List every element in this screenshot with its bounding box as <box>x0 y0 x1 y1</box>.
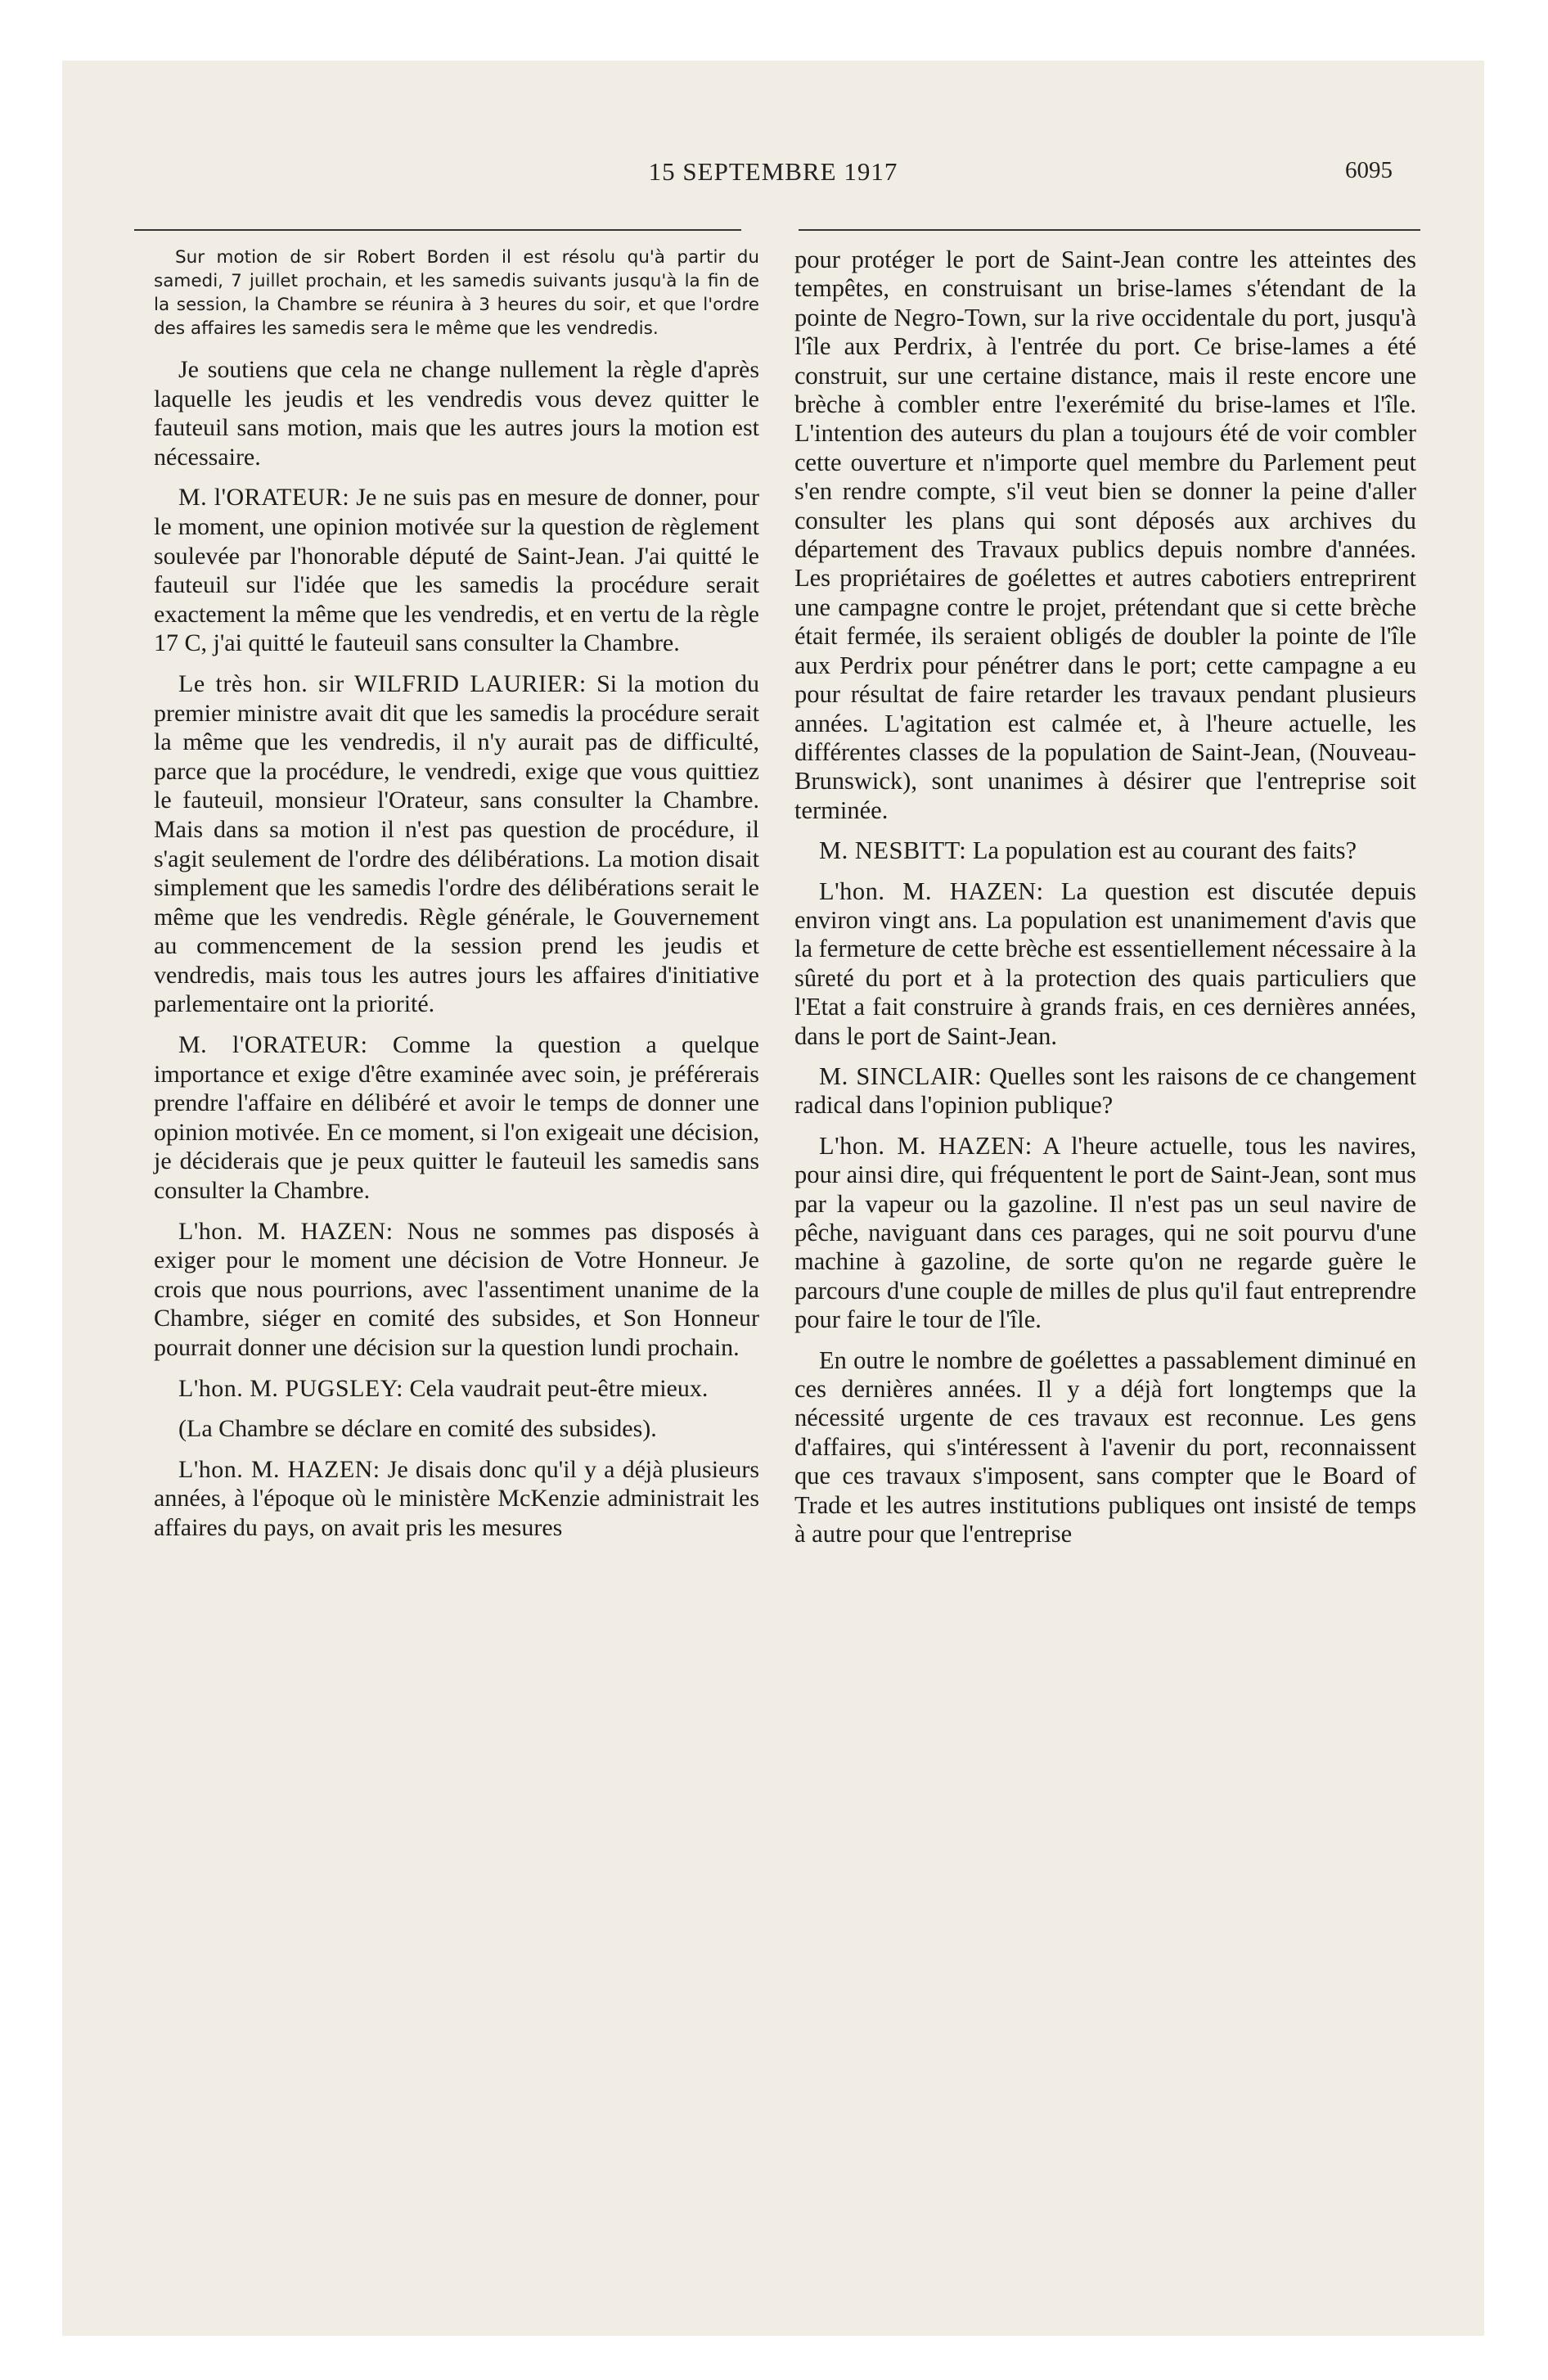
paragraph <box>154 1414 759 1444</box>
paragraph <box>794 1062 1416 1120</box>
speaker-name: L'hon. M. HAZEN: <box>819 877 1044 905</box>
paragraph <box>154 355 759 471</box>
paragraph <box>154 1030 759 1206</box>
motion-paragraph <box>154 246 759 340</box>
left-column <box>154 246 759 1554</box>
paragraph-text: Quelles sont les raisons de ce changement radical dans l'opinion publique? <box>794 1062 1416 1120</box>
speaker-name: L'hon. M. HAZEN: <box>178 1455 380 1483</box>
paragraph-text: Comme la question a quelque importance et exige d'être examinée avec soin, je préférerais prendre l'affaire en délibéré et avoir le temps de donner une opinion motivée. En ce moment, si l'on exigeait une décision, je déciderais que je peux quitter le fauteuil les samedis sans consulter la Chambre. <box>154 1031 759 1205</box>
speaker-name: M. SINCLAIR: <box>819 1062 982 1090</box>
paragraph-text: (La Chambre se déclare en comité des subsides). <box>178 1415 657 1443</box>
paragraph <box>794 1132 1416 1335</box>
paragraph-text: La population est au courant des faits? <box>966 836 1357 865</box>
paragraph-text: Si la motion du premier ministre avait dit que les samedis la procédure serait la même que les vendredis, il n'y aurait pas de difficulté, parce que la procédure, le vendredi, exige que vous quittiez le fauteuil, monsieur l'Orateur, sans consulter la Chambre. Mais dans sa motion il n'est pas question de procédure, il s'agit seulement de l'ordre des délibérations. La motion disait simplement que les samedis l'ordre des délibérations serait le même que les vendredis. Règle générale, le Gouvernement au commencement de la session prend les jeudis et vendredis, mais tous les autres jours les affaires d'initiative parlementaire ont la priorité. <box>154 669 759 1018</box>
speaker-name: L'hon. M. HAZEN: <box>178 1217 394 1245</box>
paragraph-text: La question est discutée depuis environ vingt ans. La population est unanimement d'avis que la fermeture de cette brèche est essentiellement nécessaire à la sûreté du port et à la protection des quais particuliers que l'Etat a fait construire à grands frais, en ces dernières années, dans le port de Saint-Jean. <box>794 877 1416 1050</box>
paragraph <box>154 1374 759 1404</box>
paragraph <box>154 1455 759 1543</box>
paragraph <box>794 877 1416 1051</box>
scanned-page <box>62 61 1484 2336</box>
page-header <box>62 61 1484 241</box>
paragraph <box>154 483 759 658</box>
paragraph <box>794 1346 1416 1549</box>
paragraph <box>154 1217 759 1363</box>
speaker-name: M. l'ORATEUR: <box>178 484 350 512</box>
paragraph <box>794 246 1416 825</box>
paragraph-text: A l'heure actuelle, tous les navires, pour ainsi dire, qui fréquentent le port de Saint-Jean, sont mus par la vapeur ou la gazoline. Il n'est pas un seul navire de pêche, naviguant dans ces parages, qui ne soit pourvu d'une machine à gazoline, de sorte qu'on ne regarde guère le parcours d'une couple de milles de plus qu'il faut entreprendre pour faire le tour de l'île. <box>794 1131 1417 1334</box>
speaker-name: L'hon. M. PUGSLEY: <box>178 1374 404 1402</box>
right-column <box>794 246 1416 1560</box>
paragraph-text: pour protéger le port de Saint-Jean contre les atteintes des tempêtes, en construisant un brise-lames s'étendant de la pointe de Negro-Town, sur la rive occidentale du port, jusqu'à l'île aux Perdrix, à l'entrée du port. Ce brise-lames a été construit, sur une certaine distance, mais il reste encore une brèche à combler entre l'exerémité du brise-lames et l'île. L'intention des auteurs du plan a toujours été de voir combler cette ouverture et n'importe quel membre du Parlement peut s'en rendre compte, s'il veut bien se donner la peine d'aller consulter les plans qui sont déposés aux archives du département des Travaux publics depuis nombre d'années. Les propriétaires de goélettes et autres cabotiers entreprirent une campagne contre le projet, prétendant que si cette brèche était fermée, ils seraient obligés de doubler la pointe de l'île aux Perdrix pour pénétrer dans le port; cette campagne a eu pour résultat de faire retarder les travaux pendant plusieurs années. L'agitation est calmée et, à l'heure actuelle, les différentes classes de la population de Saint-Jean, (Nouveau-Brunswick), sont unanimes à désirer que l'entreprise soit terminée. <box>794 246 1416 824</box>
speaker-name: L'hon. M. HAZEN: <box>819 1131 1033 1160</box>
page-number: 6095 <box>1345 157 1393 183</box>
paragraph-text: Je disais donc qu'il y a déjà plusieurs années, à l'époque où le ministère McKenzie administrait les affaires du pays, on avait pris les mesures <box>154 1455 760 1541</box>
speaker-name: Le très hon. sir WILFRID LAURIER: <box>178 669 587 697</box>
paragraph-text: Nous ne sommes pas disposés à exiger pour le moment une décision de Votre Honneur. Je crois que nous pourrions, avec l'assentiment unanime de la Chambre, siéger en comité des subsides, et Son Honneur pourrait donner une décision sur la question lundi prochain. <box>154 1217 759 1361</box>
paragraph <box>154 669 759 1019</box>
paragraph <box>794 836 1416 865</box>
header-rule-right <box>799 229 1420 231</box>
header-date: 15 SEPTEMBRE 1917 <box>648 157 898 186</box>
paragraph-text: Je ne suis pas en mesure de donner, pour le moment, une opinion motivée sur la question de règlement soulevée par l'honorable député de Saint-Jean. J'ai quitté le fauteuil sur l'idée que les samedis la procédure serait exactement la même que les vendredis, et en vertu de la règle 17 C, j'ai quitté le fauteuil sans consulter la Chambre. <box>154 484 759 657</box>
paragraph-text: En outre le nombre de goélettes a passablement diminué en ces dernières années. Il y a déjà fort longtemps que la nécessité urgente de ces travaux est reconnue. Les gens d'affaires, qui s'intéressent à l'avenir du port, reconnaissent que ces travaux s'imposent, sans compter que le Board of Trade et les autres institutions publiques ont insisté de temps à autre pour que l'entreprise <box>794 1346 1416 1548</box>
paragraph-text: Je soutiens que cela ne change nullement la règle d'après laquelle les jeudis et les vendredis vous devez quitter le fauteuil sans motion, mais que les autres jours la motion est nécessaire. <box>154 356 759 471</box>
paragraph-text: Sur motion de sir Robert Borden il est résolu qu'à partir du samedi, 7 juillet prochain, et les samedis suivants jusqu'à la fin de la session, la Chambre se réunira à 3 heures du soir, et que l'ordre des affaires les samedis sera le même que les vendredis. <box>154 247 759 339</box>
speaker-name: M. NESBITT: <box>819 836 967 865</box>
paragraph-text: Cela vaudrait peut-être mieux. <box>403 1374 709 1402</box>
speaker-name: M. l'ORATEUR: <box>178 1031 368 1059</box>
header-rule-left <box>134 229 741 231</box>
